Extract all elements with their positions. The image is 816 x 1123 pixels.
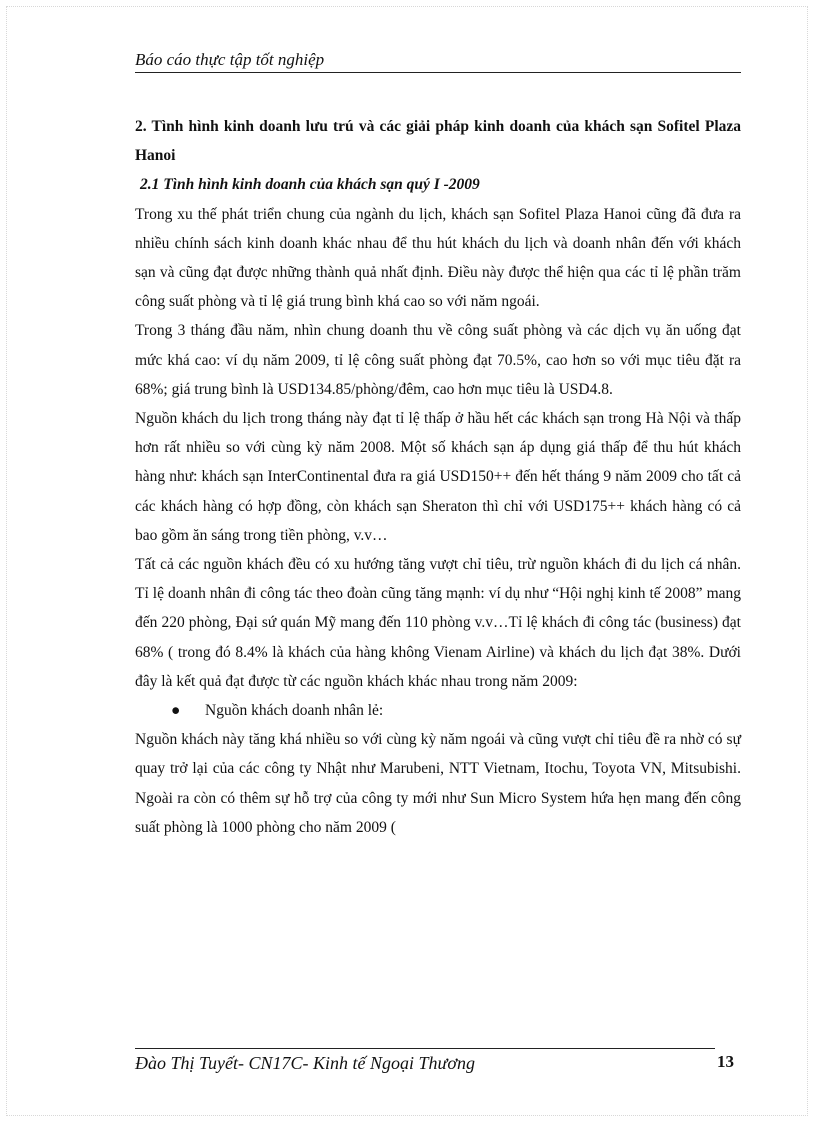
document-body [135, 112, 741, 842]
paragraph: Nguồn khách này tăng khá nhiều so với cùng kỳ năm ngoái và cũng vượt chỉ tiêu đề ra nhờ có sự quay trở lại của các công ty Nhật như Marubeni, NTT Vietnam, Itochu, Toyota VN, Mitsubishi. Ngoài ra còn có thêm sự hỗ trợ của công ty mới như Sun Micro System hứa hẹn mang đến công suất phòng là 1000 phòng cho năm 2009 ( [135, 731, 741, 836]
bullet-item [135, 696, 741, 725]
paragraph: Trong xu thế phát triển chung của ngành du lịch, khách sạn Sofitel Plaza Hanoi cũng đã đưa ra nhiều chính sách kinh doanh khác nhau để thu hút khách du lịch và doanh nhân đến với khách sạn và cũng đạt được những thành quả nhất định. Điều này được thể hiện qua các tỉ lệ phần trăm công suất phòng và tỉ lệ giá trung bình khá cao so với năm ngoái. [135, 205, 741, 311]
paragraph: Nguồn khách du lịch trong tháng này đạt tỉ lệ thấp ở hầu hết các khách sạn trong Hà Nội và thấp hơn rất nhiều so với cùng kỳ năm 2008. Một số khách sạn áp dụng giá thấp để thu hút khách hàng như: khách sạn InterContinental đưa ra giá USD150++ đến hết tháng 9 năm 2009 cho tất cả các khách hàng có hợp đồng, còn khách sạn Sheraton thì chỉ với USD175++ khách hàng có cả bao gồm ăn sáng trong tiền phòng, v.v… [135, 410, 741, 544]
bullet-dot-icon: ● [171, 702, 181, 720]
page-number: 13 [717, 1052, 734, 1071]
paragraph: Trong 3 tháng đầu năm, nhìn chung doanh thu về công suất phòng và các dịch vụ ăn uống đạt mức khá cao: ví dụ năm 2009, tỉ lệ công suất phòng đạt 70.5%, cao hơn so với mục tiêu đặt ra 68%; giá trung bình là USD134.85/phòng/đêm, cao hơn mục tiêu là USD4.8. [135, 322, 741, 398]
paragraph: Tất cả các nguồn khách đều có xu hướng tăng vượt chỉ tiêu, trừ nguồn khách đi du lịch cá nhân. Tỉ lệ doanh nhân đi công tác theo đoàn cũng tăng mạnh: ví dụ như “Hội nghị kinh tế 2008” mang đến 220 phòng, Đại sứ quán Mỹ mang đến 110 phòng v.v…Tỉ lệ khách đi công tác (business) đạt 68% ( trong đó 8.4% là khách của hàng không Vienam Airline) và khách du lịch đạt 38%. Dưới đây là kết quả đạt được từ các nguồn khách khác nhau trong năm 2009: [135, 556, 741, 690]
footer-divider [135, 1048, 715, 1049]
section-heading: 2. Tình hình kinh doanh lưu trú và các giải pháp kinh doanh của khách sạn Sofitel Plaza Hanoi [135, 118, 741, 165]
bullet-text: Nguồn khách doanh nhân lẻ: [205, 702, 384, 720]
footer-author: Đào Thị Tuyết- CN17C- Kinh tế Ngoại Thương [135, 1053, 475, 1073]
subsection-heading: 2.1 Tình hình kinh doanh của khách sạn quý I -2009 [140, 176, 480, 194]
page-header: Báo cáo thực tập tốt nghiệp [135, 50, 741, 73]
